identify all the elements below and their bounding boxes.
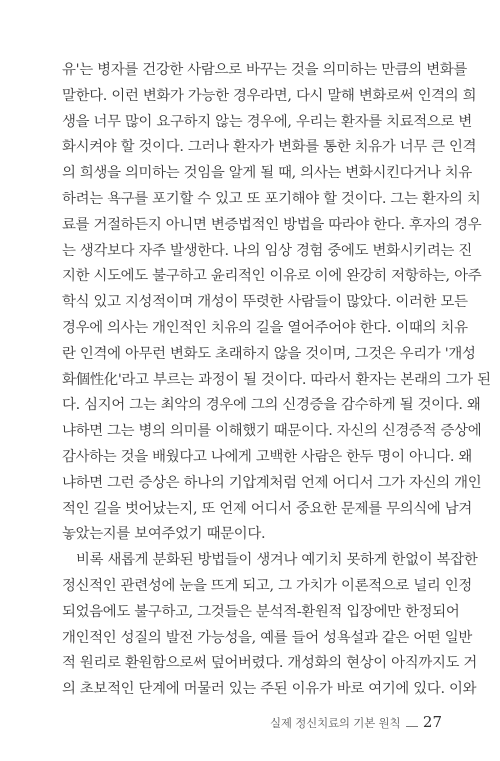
text-line: 화個性化'라고 부르는 과정이 될 것이다. 따라서 환자는 본래의 그가 된: [62, 371, 491, 388]
text-line: 적인 길을 벗어났는지, 또 언제 어디서 중요한 문제를 무의식에 남겨: [62, 500, 472, 517]
text-line: 경우에 의사는 개인적인 치유의 길을 열어주어야 한다. 이때의 치유: [62, 319, 468, 336]
text-line: 냐하면 그런 증상은 하나의 기압계처럼 언제 어디서 그가 자신의 개인: [62, 474, 482, 491]
text-line: 하려는 욕구를 포기할 수 있고 또 포기해야 할 것이다. 그는 환자의 치: [62, 190, 481, 207]
text-line: 되었음에도 불구하고, 그것들은 분석적-환원적 입장에만 한정되어: [62, 603, 460, 620]
footer-rule: [406, 726, 418, 727]
text-line: 생을 너무 많이 요구하지 않는 경우에, 우리는 환자를 치료적으로 변: [62, 113, 472, 130]
text-line: 란 인격에 아무런 변화도 초래하지 않을 것이며, 그것은 우리가 '개성: [62, 345, 476, 362]
running-head: 실제 정신치료의 기본 원칙: [270, 716, 401, 730]
text-line: 감사하는 것을 배웠다고 나에게 고백한 사람은 한두 명이 아니다. 왜: [62, 448, 472, 465]
text-line: 의 희생을 의미하는 것임을 알게 될 때, 의사는 변화시킨다거나 치유: [62, 165, 472, 182]
page-footer: [270, 713, 442, 735]
text-line: 놓았는지를 보여주었기 때문이다.: [62, 526, 266, 543]
text-line: 화시켜야 할 것이다. 그러나 환자가 변화를 통한 치유가 너무 큰 인격: [62, 139, 477, 156]
text-line: 개인적인 성질의 발전 가능성을, 예를 들어 성욕설과 같은 어떤 일반: [62, 629, 472, 646]
text-line: 학식 있고 지성적이며 개성이 뚜렷한 사람들이 많았다. 이러한 모든: [62, 294, 468, 311]
text-line: 정신적인 관련성에 눈을 뜨게 되고, 그 가치가 이론적으로 널리 인정: [62, 577, 472, 594]
text-line: 료를 거절하든지 아니면 변증법적인 방법을 따라야 한다. 후자의 경우: [62, 216, 482, 233]
text-line: 유'는 병자를 건강한 사람으로 바꾸는 것을 의미하는 만큼의 변화를: [62, 62, 468, 78]
body-text: [62, 58, 491, 703]
text-line: 말한다. 이런 변화가 가능한 경우라면, 다시 말해 변화로써 인격의 희: [62, 87, 477, 104]
page-number: 27: [422, 713, 442, 731]
text-line: 다. 심지어 그는 최악의 경우에 그의 신경증을 감수하게 될 것이다. 왜: [62, 397, 481, 414]
text-line: 비록 새롭게 분화된 방법들이 생겨나 예기치 못하게 한없이 복잡한: [76, 552, 478, 569]
text-line: 는 생각보다 자주 발생한다. 나의 임상 경험 중에도 변화시키려는 진: [62, 242, 472, 259]
text-line: 지한 시도에도 불구하고 윤리적인 이유로 이에 완강히 저항하는, 아주: [62, 268, 482, 285]
text-line: 적 원리로 환원함으로써 덮어버렸다. 개성화의 현상이 아직까지도 거: [62, 655, 478, 672]
text-line: 냐하면 그는 병의 의미를 이해했기 때문이다. 자신의 신경증적 증상에: [62, 423, 482, 440]
text-line: 의 초보적인 단계에 머물러 있는 주된 이유가 바로 여기에 있다. 이와: [62, 681, 477, 698]
